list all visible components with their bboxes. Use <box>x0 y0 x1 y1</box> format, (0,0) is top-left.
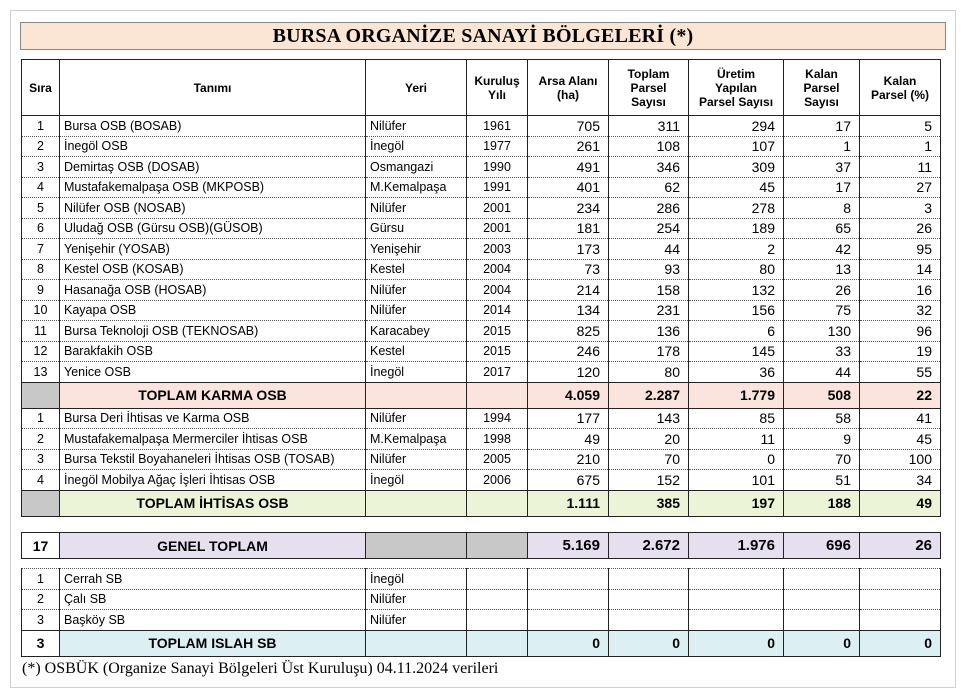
founding-year: 2004 <box>467 280 528 301</box>
facility-name: Hasanağa OSB (HOSAB) <box>60 280 366 301</box>
total-parcels: 20 <box>609 429 689 450</box>
remaining-percent: 96 <box>860 321 941 342</box>
table-row <box>22 157 941 178</box>
remaining-percent: 95 <box>860 239 941 260</box>
table-row <box>22 341 941 362</box>
total-parcels: 346 <box>609 157 689 178</box>
location: Osmangazi <box>366 157 467 178</box>
row-number: 4 <box>22 470 60 491</box>
empty-cell <box>860 610 941 631</box>
production-parcels: 6 <box>689 321 784 342</box>
production-parcels: 145 <box>689 341 784 362</box>
empty-cell <box>528 569 609 590</box>
osb-table <box>21 59 941 517</box>
production-parcels: 278 <box>689 198 784 219</box>
row-number: 13 <box>22 362 60 383</box>
header-row <box>22 60 941 116</box>
remaining-parcels: 65 <box>784 218 860 239</box>
remaining-percent: 19 <box>860 341 941 362</box>
page-title: BURSA ORGANİZE SANAYİ BÖLGELERİ (*) <box>20 22 946 50</box>
facility-name: İnegöl OSB <box>60 136 366 157</box>
header-kalan-yuzde: Kalan Parsel (%) <box>860 60 941 116</box>
genel-toplam-label: GENEL TOPLAM <box>60 533 366 559</box>
remaining-parcels: 1 <box>784 136 860 157</box>
location: Karacabey <box>366 321 467 342</box>
table-row <box>22 470 941 491</box>
remaining-parcels: 17 <box>784 177 860 198</box>
founding-year: 2003 <box>467 239 528 260</box>
location: M.Kemalpaşa <box>366 429 467 450</box>
remaining-parcels: 130 <box>784 321 860 342</box>
row-number: 1 <box>22 408 60 429</box>
remaining-parcels: 37 <box>784 157 860 178</box>
production-parcels: 107 <box>689 136 784 157</box>
facility-name: Mustafakemalpaşa Mermerciler İhtisas OSB <box>60 429 366 450</box>
total-parcels: 136 <box>609 321 689 342</box>
row-number: 3 <box>22 449 60 470</box>
location: Nilüfer <box>366 408 467 429</box>
row-number: 2 <box>22 429 60 450</box>
header-yeri: Yeri <box>366 60 467 116</box>
empty-cell <box>467 589 528 610</box>
remaining-percent: 3 <box>860 198 941 219</box>
empty-cell <box>689 589 784 610</box>
row-number: 6 <box>22 218 60 239</box>
location: İnegöl <box>366 569 467 590</box>
area-ha: 134 <box>528 300 609 321</box>
remaining-parcels: 70 <box>784 449 860 470</box>
empty-cell <box>609 569 689 590</box>
empty-cell <box>784 589 860 610</box>
row-number: 10 <box>22 300 60 321</box>
row-number: 11 <box>22 321 60 342</box>
row-number: 7 <box>22 239 60 260</box>
area-ha: 120 <box>528 362 609 383</box>
remaining-percent: 5 <box>860 116 941 137</box>
table-row <box>22 259 941 280</box>
total-parcels: 158 <box>609 280 689 301</box>
row-number: 1 <box>22 116 60 137</box>
row-number: 2 <box>22 136 60 157</box>
remaining-parcels: 13 <box>784 259 860 280</box>
facility-name: Bursa Deri İhtisas ve Karma OSB <box>60 408 366 429</box>
area-ha: 675 <box>528 470 609 491</box>
empty-cell <box>467 610 528 631</box>
remaining-percent: 26 <box>860 218 941 239</box>
facility-name: Mustafakemalpaşa OSB (MKPOSB) <box>60 177 366 198</box>
location: Kestel <box>366 341 467 362</box>
facility-name: Kayapa OSB <box>60 300 366 321</box>
total-parcels: 311 <box>609 116 689 137</box>
location: Nilüfer <box>366 610 467 631</box>
total-karma-row: TOPLAM KARMA OSB 4.059 2.287 1.779 508 22 <box>22 382 941 408</box>
facility-name: Bursa OSB (BOSAB) <box>60 116 366 137</box>
facility-name: Bursa Tekstil Boyahaneleri İhtisas OSB (TOSAB) <box>60 449 366 470</box>
header-tanimi: Tanımı <box>60 60 366 116</box>
row-number: 4 <box>22 177 60 198</box>
founding-year: 2017 <box>467 362 528 383</box>
remaining-parcels: 26 <box>784 280 860 301</box>
empty-cell <box>528 589 609 610</box>
remaining-parcels: 44 <box>784 362 860 383</box>
header-toplam-parsel: Toplam Parsel Sayısı <box>609 60 689 116</box>
remaining-parcels: 42 <box>784 239 860 260</box>
facility-name: Barakfakih OSB <box>60 341 366 362</box>
founding-year: 2015 <box>467 321 528 342</box>
islah-count: 3 <box>22 630 60 656</box>
production-parcels: 309 <box>689 157 784 178</box>
location: Yenişehir <box>366 239 467 260</box>
facility-name: Yenişehir (YOSAB) <box>60 239 366 260</box>
production-parcels: 189 <box>689 218 784 239</box>
footnote: (*) OSBÜK (Organize Sanayi Bölgeleri Üst Kuruluşu) 04.11.2024 verileri <box>22 660 499 677</box>
empty-cell <box>467 569 528 590</box>
founding-year: 2006 <box>467 470 528 491</box>
row-number: 8 <box>22 259 60 280</box>
production-parcels: 85 <box>689 408 784 429</box>
row-number: 12 <box>22 341 60 362</box>
facility-name: Cerrah SB <box>60 569 366 590</box>
area-ha: 401 <box>528 177 609 198</box>
founding-year: 2004 <box>467 259 528 280</box>
total-parcels: 93 <box>609 259 689 280</box>
total-parcels: 108 <box>609 136 689 157</box>
table-row <box>22 589 941 610</box>
founding-year: 2014 <box>467 300 528 321</box>
area-ha: 825 <box>528 321 609 342</box>
location: Nilüfer <box>366 300 467 321</box>
location: Nilüfer <box>366 589 467 610</box>
empty-cell <box>860 569 941 590</box>
founding-year: 2015 <box>467 341 528 362</box>
location: Nilüfer <box>366 449 467 470</box>
area-ha: 705 <box>528 116 609 137</box>
table-row <box>22 321 941 342</box>
row-number: 5 <box>22 198 60 219</box>
founding-year: 2001 <box>467 218 528 239</box>
table-row <box>22 429 941 450</box>
remaining-percent: 11 <box>860 157 941 178</box>
genel-toplam-table <box>21 532 941 559</box>
location: İnegöl <box>366 470 467 491</box>
remaining-parcels: 8 <box>784 198 860 219</box>
table-row <box>22 280 941 301</box>
founding-year: 1990 <box>467 157 528 178</box>
table-row <box>22 408 941 429</box>
total-parcels: 62 <box>609 177 689 198</box>
header-kalan-parsel: Kalan Parsel Sayısı <box>784 60 860 116</box>
founding-year: 1998 <box>467 429 528 450</box>
area-ha: 261 <box>528 136 609 157</box>
table-row <box>22 610 941 631</box>
header-uretim-parsel: Üretim Yapılan Parsel Sayısı <box>689 60 784 116</box>
remaining-percent: 41 <box>860 408 941 429</box>
facility-name: Uludağ OSB (Gürsu OSB)(GÜSOB) <box>60 218 366 239</box>
production-parcels: 80 <box>689 259 784 280</box>
empty-cell <box>689 610 784 631</box>
production-parcels: 36 <box>689 362 784 383</box>
remaining-parcels: 58 <box>784 408 860 429</box>
remaining-parcels: 75 <box>784 300 860 321</box>
total-parcels: 286 <box>609 198 689 219</box>
table-row <box>22 569 941 590</box>
empty-cell <box>609 589 689 610</box>
remaining-parcels: 17 <box>784 116 860 137</box>
production-parcels: 156 <box>689 300 784 321</box>
location: Nilüfer <box>366 116 467 137</box>
row-number: 3 <box>22 610 60 631</box>
founding-year: 1991 <box>467 177 528 198</box>
location: M.Kemalpaşa <box>366 177 467 198</box>
row-number: 3 <box>22 157 60 178</box>
remaining-percent: 34 <box>860 470 941 491</box>
founding-year: 1961 <box>467 116 528 137</box>
area-ha: 234 <box>528 198 609 219</box>
area-ha: 210 <box>528 449 609 470</box>
table-row <box>22 136 941 157</box>
remaining-percent: 1 <box>860 136 941 157</box>
header-sira: Sıra <box>22 60 60 116</box>
total-karma-label: TOPLAM KARMA OSB <box>60 382 366 408</box>
header-kurulus: Kuruluş Yılı <box>467 60 528 116</box>
total-parcels: 152 <box>609 470 689 491</box>
facility-name: Başköy SB <box>60 610 366 631</box>
table-row <box>22 449 941 470</box>
remaining-parcels: 51 <box>784 470 860 491</box>
total-parcels: 254 <box>609 218 689 239</box>
area-ha: 49 <box>528 429 609 450</box>
header-arsa-alani: Arsa Alanı (ha) <box>528 60 609 116</box>
facility-name: Demirtaş OSB (DOSAB) <box>60 157 366 178</box>
production-parcels: 0 <box>689 449 784 470</box>
area-ha: 73 <box>528 259 609 280</box>
total-parcels: 178 <box>609 341 689 362</box>
total-islah-row: 3 TOPLAM ISLAH SB 0 0 0 0 0 <box>22 630 941 656</box>
area-ha: 214 <box>528 280 609 301</box>
remaining-parcels: 33 <box>784 341 860 362</box>
genel-count: 17 <box>22 533 60 559</box>
empty-cell <box>784 610 860 631</box>
location: Gürsu <box>366 218 467 239</box>
table-row <box>22 177 941 198</box>
total-parcels: 80 <box>609 362 689 383</box>
islah-table <box>21 568 941 657</box>
founding-year: 2001 <box>467 198 528 219</box>
total-parcels: 231 <box>609 300 689 321</box>
empty-cell <box>860 589 941 610</box>
remaining-percent: 14 <box>860 259 941 280</box>
founding-year: 1994 <box>467 408 528 429</box>
table-row <box>22 218 941 239</box>
production-parcels: 132 <box>689 280 784 301</box>
area-ha: 177 <box>528 408 609 429</box>
total-ihtisas-label: TOPLAM İHTİSAS OSB <box>60 490 366 516</box>
remaining-percent: 100 <box>860 449 941 470</box>
facility-name: İnegöl Mobilya Ağaç İşleri İhtisas OSB <box>60 470 366 491</box>
facility-name: Kestel OSB (KOSAB) <box>60 259 366 280</box>
remaining-percent: 16 <box>860 280 941 301</box>
production-parcels: 45 <box>689 177 784 198</box>
row-number: 9 <box>22 280 60 301</box>
table-row <box>22 362 941 383</box>
empty-cell <box>784 569 860 590</box>
facility-name: Yenice OSB <box>60 362 366 383</box>
remaining-percent: 32 <box>860 300 941 321</box>
production-parcels: 101 <box>689 470 784 491</box>
facility-name: Bursa Teknoloji OSB (TEKNOSAB) <box>60 321 366 342</box>
area-ha: 491 <box>528 157 609 178</box>
remaining-percent: 27 <box>860 177 941 198</box>
total-islah-label: TOPLAM ISLAH SB <box>60 630 366 656</box>
area-ha: 246 <box>528 341 609 362</box>
production-parcels: 294 <box>689 116 784 137</box>
total-parcels: 70 <box>609 449 689 470</box>
row-number: 2 <box>22 589 60 610</box>
production-parcels: 2 <box>689 239 784 260</box>
location: Nilüfer <box>366 280 467 301</box>
table-row <box>22 116 941 137</box>
empty-cell <box>609 610 689 631</box>
founding-year: 1977 <box>467 136 528 157</box>
table-row <box>22 300 941 321</box>
empty-cell <box>689 569 784 590</box>
table-row <box>22 239 941 260</box>
facility-name: Nilüfer OSB (NOSAB) <box>60 198 366 219</box>
table-row <box>22 198 941 219</box>
production-parcels: 11 <box>689 429 784 450</box>
area-ha: 181 <box>528 218 609 239</box>
remaining-percent: 45 <box>860 429 941 450</box>
total-ihtisas-row: TOPLAM İHTİSAS OSB 1.111 385 197 188 49 <box>22 490 941 516</box>
facility-name: Çalı SB <box>60 589 366 610</box>
total-parcels: 143 <box>609 408 689 429</box>
genel-toplam-row: 17 GENEL TOPLAM 5.169 2.672 1.976 696 26 <box>22 533 941 559</box>
location: Nilüfer <box>366 198 467 219</box>
total-parcels: 44 <box>609 239 689 260</box>
remaining-parcels: 9 <box>784 429 860 450</box>
location: İnegöl <box>366 362 467 383</box>
remaining-percent: 55 <box>860 362 941 383</box>
area-ha: 173 <box>528 239 609 260</box>
founding-year: 2005 <box>467 449 528 470</box>
row-number: 1 <box>22 569 60 590</box>
location: İnegöl <box>366 136 467 157</box>
empty-cell <box>528 610 609 631</box>
location: Kestel <box>366 259 467 280</box>
